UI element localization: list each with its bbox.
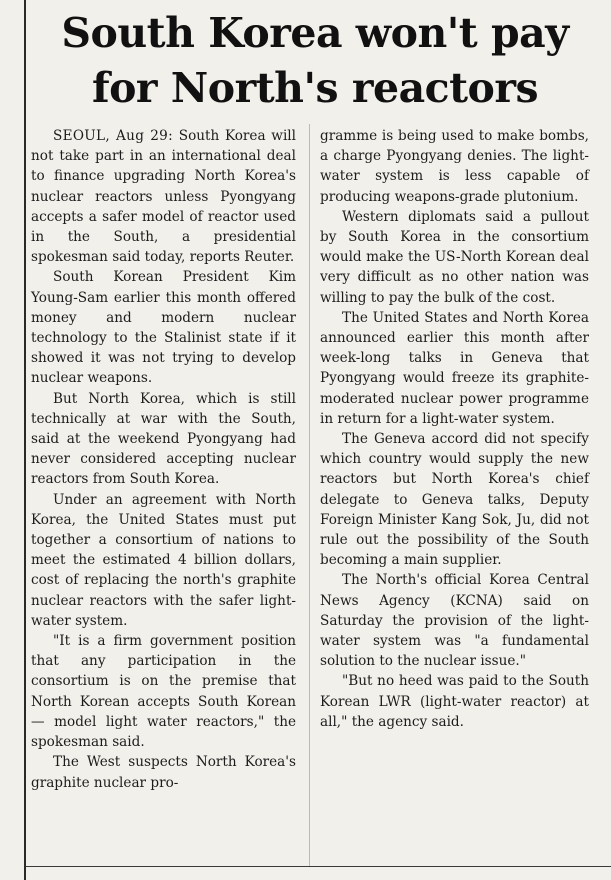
article-column-left [31, 126, 296, 793]
clipping-edge [24, 0, 26, 880]
article-paragraph: But North Korea, which is still technically at war with the South, said at the weekend Pyongyang had never considered accepting nuclear reactors from South Korea. [31, 390, 296, 488]
article-paragraph: "But no heed was paid to the South Korean LWR (light-water reactor) at all," the agency said. [320, 673, 589, 730]
article-paragraph: The North's official Korea Central News Agency (KCNA) said on Saturday the provision of the light-water system was "a fundamental solution to the nuclear issue." [320, 572, 589, 670]
article-column-right [320, 126, 589, 732]
article-paragraph: The West suspects North Korea's graphite nuclear pro- [31, 754, 296, 791]
headline-line-1: South Korea won't pay [61, 9, 569, 57]
article-headline [30, 6, 600, 116]
article-paragraph [31, 126, 296, 267]
headline-line-2: for North's reactors [91, 64, 539, 112]
bottom-rule [26, 866, 611, 867]
article-paragraph: Western diplomats said a pullout by South Korea in the consortium would make the US-North Korean deal very difficult as no other nation was willing to pay the bulk of the cost. [320, 208, 589, 306]
article-paragraph: The Geneva accord did not specify which country would supply the new reactors but North Korea's chief delegate to Geneva talks, Deputy Foreign Minister Kang Sok, Ju, did not rule out the possibility of the South becoming a main supplier. [320, 431, 589, 569]
paragraph-text: South Korea will not take part in an international deal to finance upgrading North Korea's nuclear reactors unless Pyongyang accepts a safer model of reactor used in the South, a presidential spokesman said today, reports Reuter. [31, 128, 296, 266]
article-paragraph: South Korean President Kim Young-Sam earlier this month offered money and modern nuclear technology to the Stalinist state if it showed it was not trying to develop nuclear weapons. [31, 269, 296, 387]
column-divider [309, 124, 310, 866]
article-paragraph: "It is a firm government position that any participation in the consortium is on the premise that North Korean accepts South Korean — model light water reactors," the spokesman said. [31, 633, 296, 751]
article-paragraph: gramme is being used to make bombs, a charge Pyongyang denies. The light-water system is less capable of producing weapons-grade plutonium. [320, 128, 589, 205]
article-paragraph: Under an agreement with North Korea, the United States must put together a consortium of nations to meet the estimated 4 billion dollars, cost of replacing the north's graphite nuclear reactors with the safer light-water system. [31, 491, 296, 629]
dateline: SEOUL, Aug 29: [53, 128, 174, 144]
article-paragraph: The United States and North Korea announced earlier this month after week-long talks in Geneva that Pyongyang would freeze its graphite-moderated nuclear power programme in return for a light-water system. [320, 309, 589, 427]
